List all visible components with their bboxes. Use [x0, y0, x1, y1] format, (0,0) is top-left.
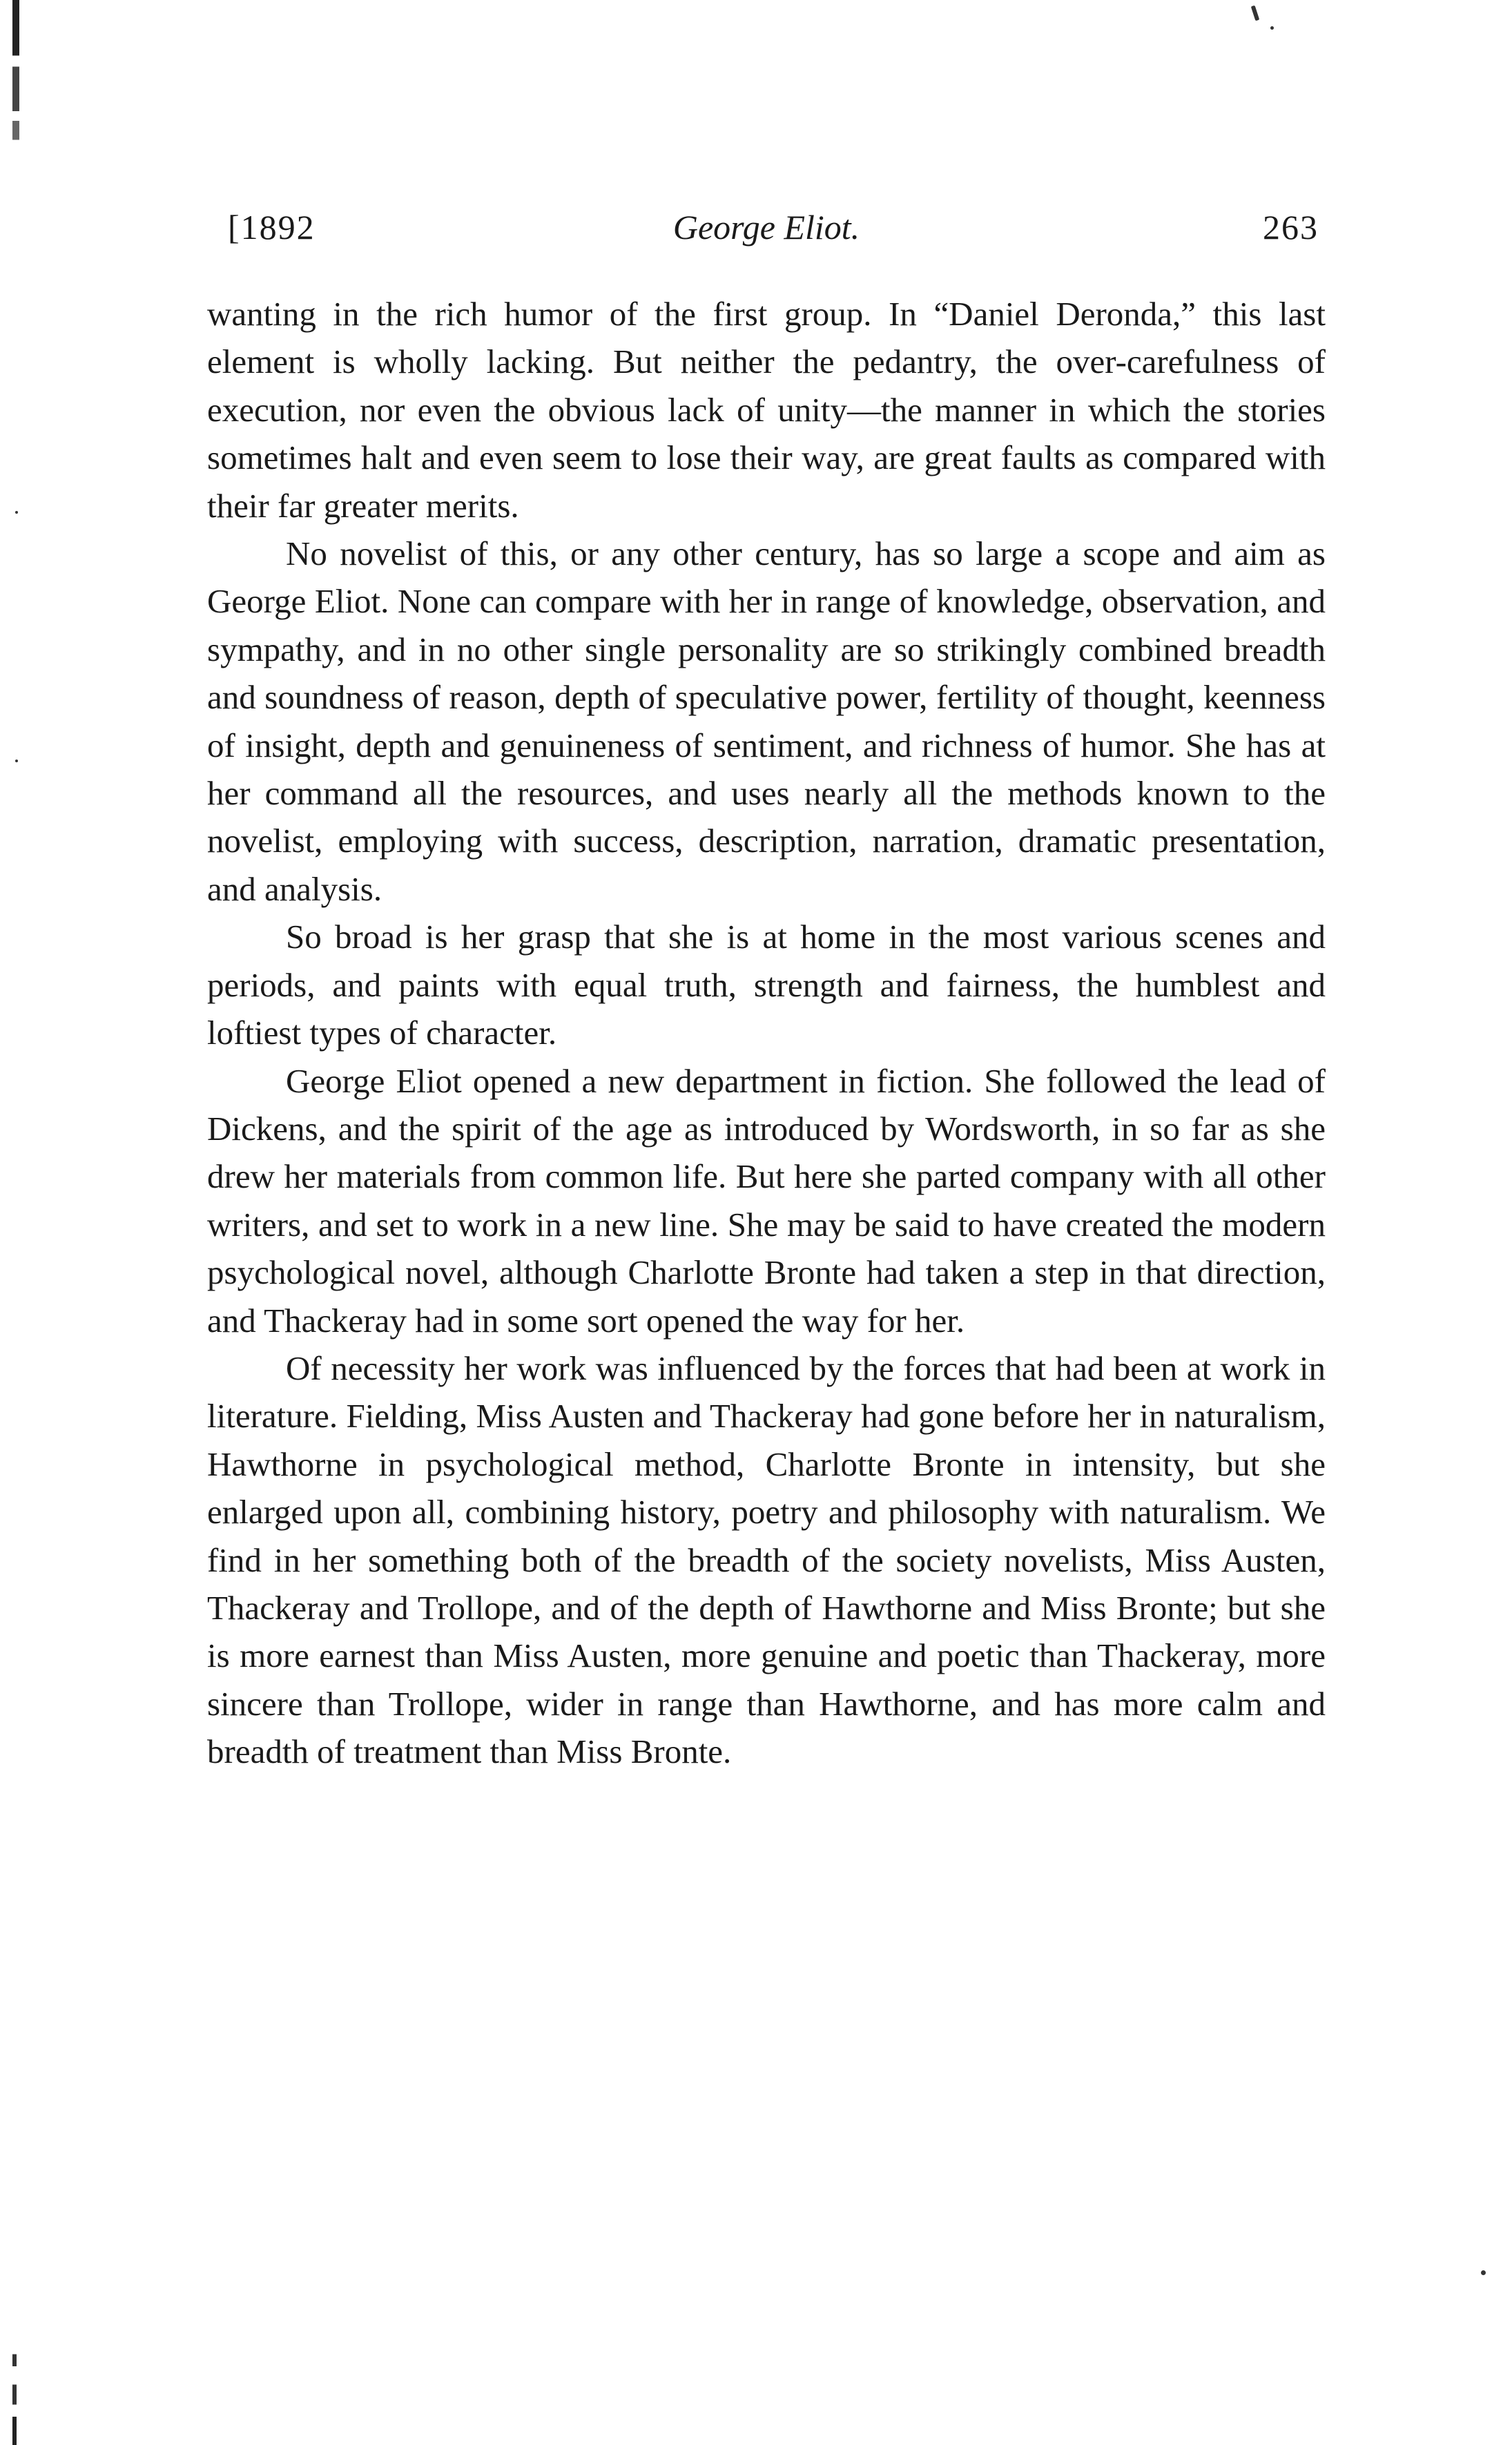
paragraph: No novelist of this, or any other century, has so large a scope and aim as George Eliot. None can compare with her in range of knowledge, observation, and sympathy, and in no other single personality are so strikingly combined breadth and soundness of reason, depth of speculative power, fertility of thought, keenness of insight, depth and genuineness of sentiment, and richness of humor. She has at her command all the resources, and uses nearly all the methods known to the novelist, employing with success, description, narration, dramatic presentation, and analysis.: [207, 534, 1326, 908]
scan-speck: [15, 511, 18, 514]
header-title: George Eliot.: [672, 208, 860, 247]
scan-speck: [15, 760, 18, 762]
body-text: [207, 290, 1326, 1776]
paragraph: Of necessity her work was influenced by the forces that had been at work in literature. Fielding, Miss Austen and Thackeray had gone before her in naturalism, Hawthorne in psychological method, Charlotte Bronte in intensity, but she enlarged upon all, combining history, poetry and philosophy with naturalism. We find in her something both of the breadth of the society novelists, Miss Austen, Thackeray and Trollope, and of the depth of Hawthorne and Miss Bronte; but she is more earnest than Miss Austen, more genuine and poetic than Thackeray, more sincere than Trollope, wider in range than Hawthorne, and has more calm and breadth of treatment than Miss Bronte.: [207, 1349, 1326, 1771]
page-number: 263: [1263, 208, 1319, 247]
running-head: [207, 207, 1326, 262]
scan-edge-mark-top: [12, 0, 19, 159]
paragraph: George Eliot opened a new department in fiction. She followed the lead of Dickens, and the spirit of the age as introduced by Wordsworth, in so far as she drew her materials from common life. But here she parted company with all other writers, and set to work in a new line. She may be said to have created the modern psychological novel, although Charlotte Bronte had taken a step in that direction, and Thackeray had in some sort opened the way for her.: [207, 1061, 1326, 1340]
scan-speck: [1270, 26, 1274, 30]
scan-speck: [1251, 6, 1260, 21]
paragraph: So broad is her grasp that she is at home in the most various scenes and periods, and paints with equal truth, strength and fairness, the humblest and loftiest types of character.: [207, 918, 1326, 1052]
scan-edge-mark-bottom: [12, 2344, 17, 2445]
header-year: [1892: [228, 208, 316, 247]
scan-speck: [1481, 2270, 1486, 2275]
paragraph-continued: wanting in the rich humor of the first group. In “Daniel Deronda,” this last element is wholly lacking. But neither the pedantry, the over-carefulness of execution, nor even the obvious lack of unity—the manner in which the stories sometimes halt and even seem to lose their way, are great faults as compared with their far greater merits.: [207, 295, 1326, 525]
